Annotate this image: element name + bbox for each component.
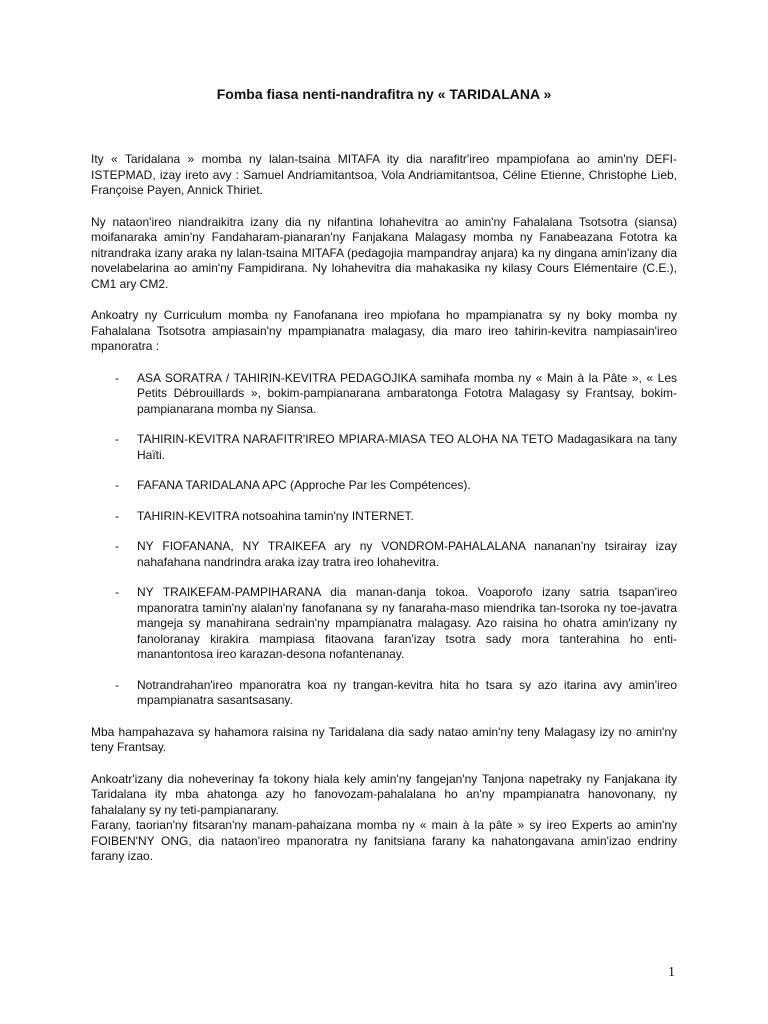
list-item: [91, 371, 677, 418]
list-item: [91, 509, 677, 525]
document-body: [91, 152, 677, 881]
bullet-dash: -: [115, 585, 119, 599]
list-item-text: ASA SORATRA / TAHIRIN-KEVITRA PEDAGOJIKA samihafa momba ny « Main à la Pâte », « Les Petits Débrouillards », bokim-pampianarana ambaratonga Fototra Malagasy sy Frantsay, bokim-pampianarana momba ny Siansa.: [137, 370, 677, 416]
bullet-dash: -: [115, 508, 119, 523]
paragraph-sources-intro: Ankoatry ny Curriculum momba ny Fanofanana ireo mpiofana ho mpampianatra sy ny boky momba ny Fahalalana Tsotsotra ampiasain'ny mpampianatra malagasy, dia maro ireo tahirin-kevitra nampiasain'ireo mpanoratra :: [91, 308, 677, 353]
sources-list: [91, 371, 677, 709]
list-item: [91, 432, 677, 463]
list-item-text: TAHIRIN-KEVITRA notsoahina tamin'ny INTERNET.: [137, 508, 414, 523]
page-number: 1: [668, 965, 675, 980]
list-item: [91, 539, 677, 570]
bullet-dash: -: [115, 432, 119, 446]
list-item-text: Notrandrahan'ireo mpanoratra koa ny trangan-kevitra hita ho tsara sy azo itarina avy amin'ireo mpampianatra sasantsasany.: [137, 677, 677, 707]
bullet-dash: -: [115, 677, 119, 692]
paragraph-final-review: Farany, taorian'ny fitsaran'ny manam-pahaizana momba ny « main à la pâte » sy ireo Experts ao amin'ny FOIBEN'NY ONG, dia nataon'ireo mpanoratra ny fanitsiana farany ka nahatongavana amin'izao endriny farany izao.: [91, 818, 677, 863]
list-item: [91, 478, 677, 494]
document-title: Fomba fiasa nenti-nandrafitra ny « TARIDALANA »: [216, 86, 552, 102]
bullet-dash: -: [115, 370, 119, 385]
paragraph-authors: Ity « Taridalana » momba ny lalan-tsaina MITAFA ity dia narafitr'ireo mpampiofana ao amin'ny DEFI-ISTEPMAD, izay ireto avy : Samuel Andriamitantsoa, Vola Andriamitantsoa, Céline Etienne, Christophe Lieb, Françoise Payen, Annick Thiriet.: [91, 152, 677, 197]
list-item-text: NY FIOFANANA, NY TRAIKEFA ary ny VONDROM-PAHALALANA nananan'ny tsirairay izay nahafahana nandrindra araka izay tratra ireo lohahevitra.: [137, 539, 677, 569]
bullet-dash: -: [115, 478, 119, 492]
paragraph-languages: Mba hampahazava sy hahamora raisina ny Taridalana dia sady natao amin'ny teny Malagasy izy no amin'ny teny Frantsay.: [91, 724, 677, 754]
list-item: [91, 585, 677, 663]
paragraph-objectives: Ankoatr'izany dia noheverinay fa tokony hiala kely amin'ny fangejan'ny Tanjona napetraky ny Fanjakana ity Taridalana ity mba ahatonga azy ho fanovozam-pahalalana ho an'ny mpampianatra hanovonany, ny fahalalany sy ny teti-pampianarany.: [91, 771, 677, 817]
list-item-text: FAFANA TARIDALANA APC (Approche Par les Compétences).: [137, 478, 471, 492]
list-item-text: TAHIRIN-KEVITRA NARAFITR'IREO MPIARA-MIASA TEO ALOHA NA TETO Madagasikara na tany Haïti.: [137, 432, 677, 462]
paragraph-method: Ny nataon'ireo niandraikitra izany dia ny nifantina lohahevitra ao amin'ny Fahalalana Tsotsotra (siansa) moifanaraka amin'ny Fandaharam-pianaran'ny Fanjakana Malagasy momba ny Fanabeazana Fototra ka nitrandraka izany araka ny lalan-tsaina MITAFA (pedagojia mampandray anjara) ka ny dingana amin'izany dia novelabelarina ao amin'ny Fampidirana. Ny lohahevitra dia mahakasika ny kilasy Cours Elémentaire (C.E.), CM1 ary CM2.: [91, 214, 677, 291]
list-item: [91, 678, 677, 709]
list-item-text: NY TRAIKEFAM-PAMPIHARANA dia manan-danja tokoa. Voaporofo izany satria tsapan'ireo mpanoratra tamin'ny alalan'ny fanofanana sy ny fanaraha-maso miendrika tan-tsoroka ny toe-javatra mangeja sy manahirana sedrain'ny mpampianatra malagasy. Azo raisina ho ohatra amin'izany ny fanoloranay kirakira mampiasa fitaovana faran'izay tsotra sady mora tanterahina ho enti-manantontosa ireo karazan-desona nofantenanay.: [137, 585, 677, 661]
bullet-dash: -: [115, 539, 119, 553]
